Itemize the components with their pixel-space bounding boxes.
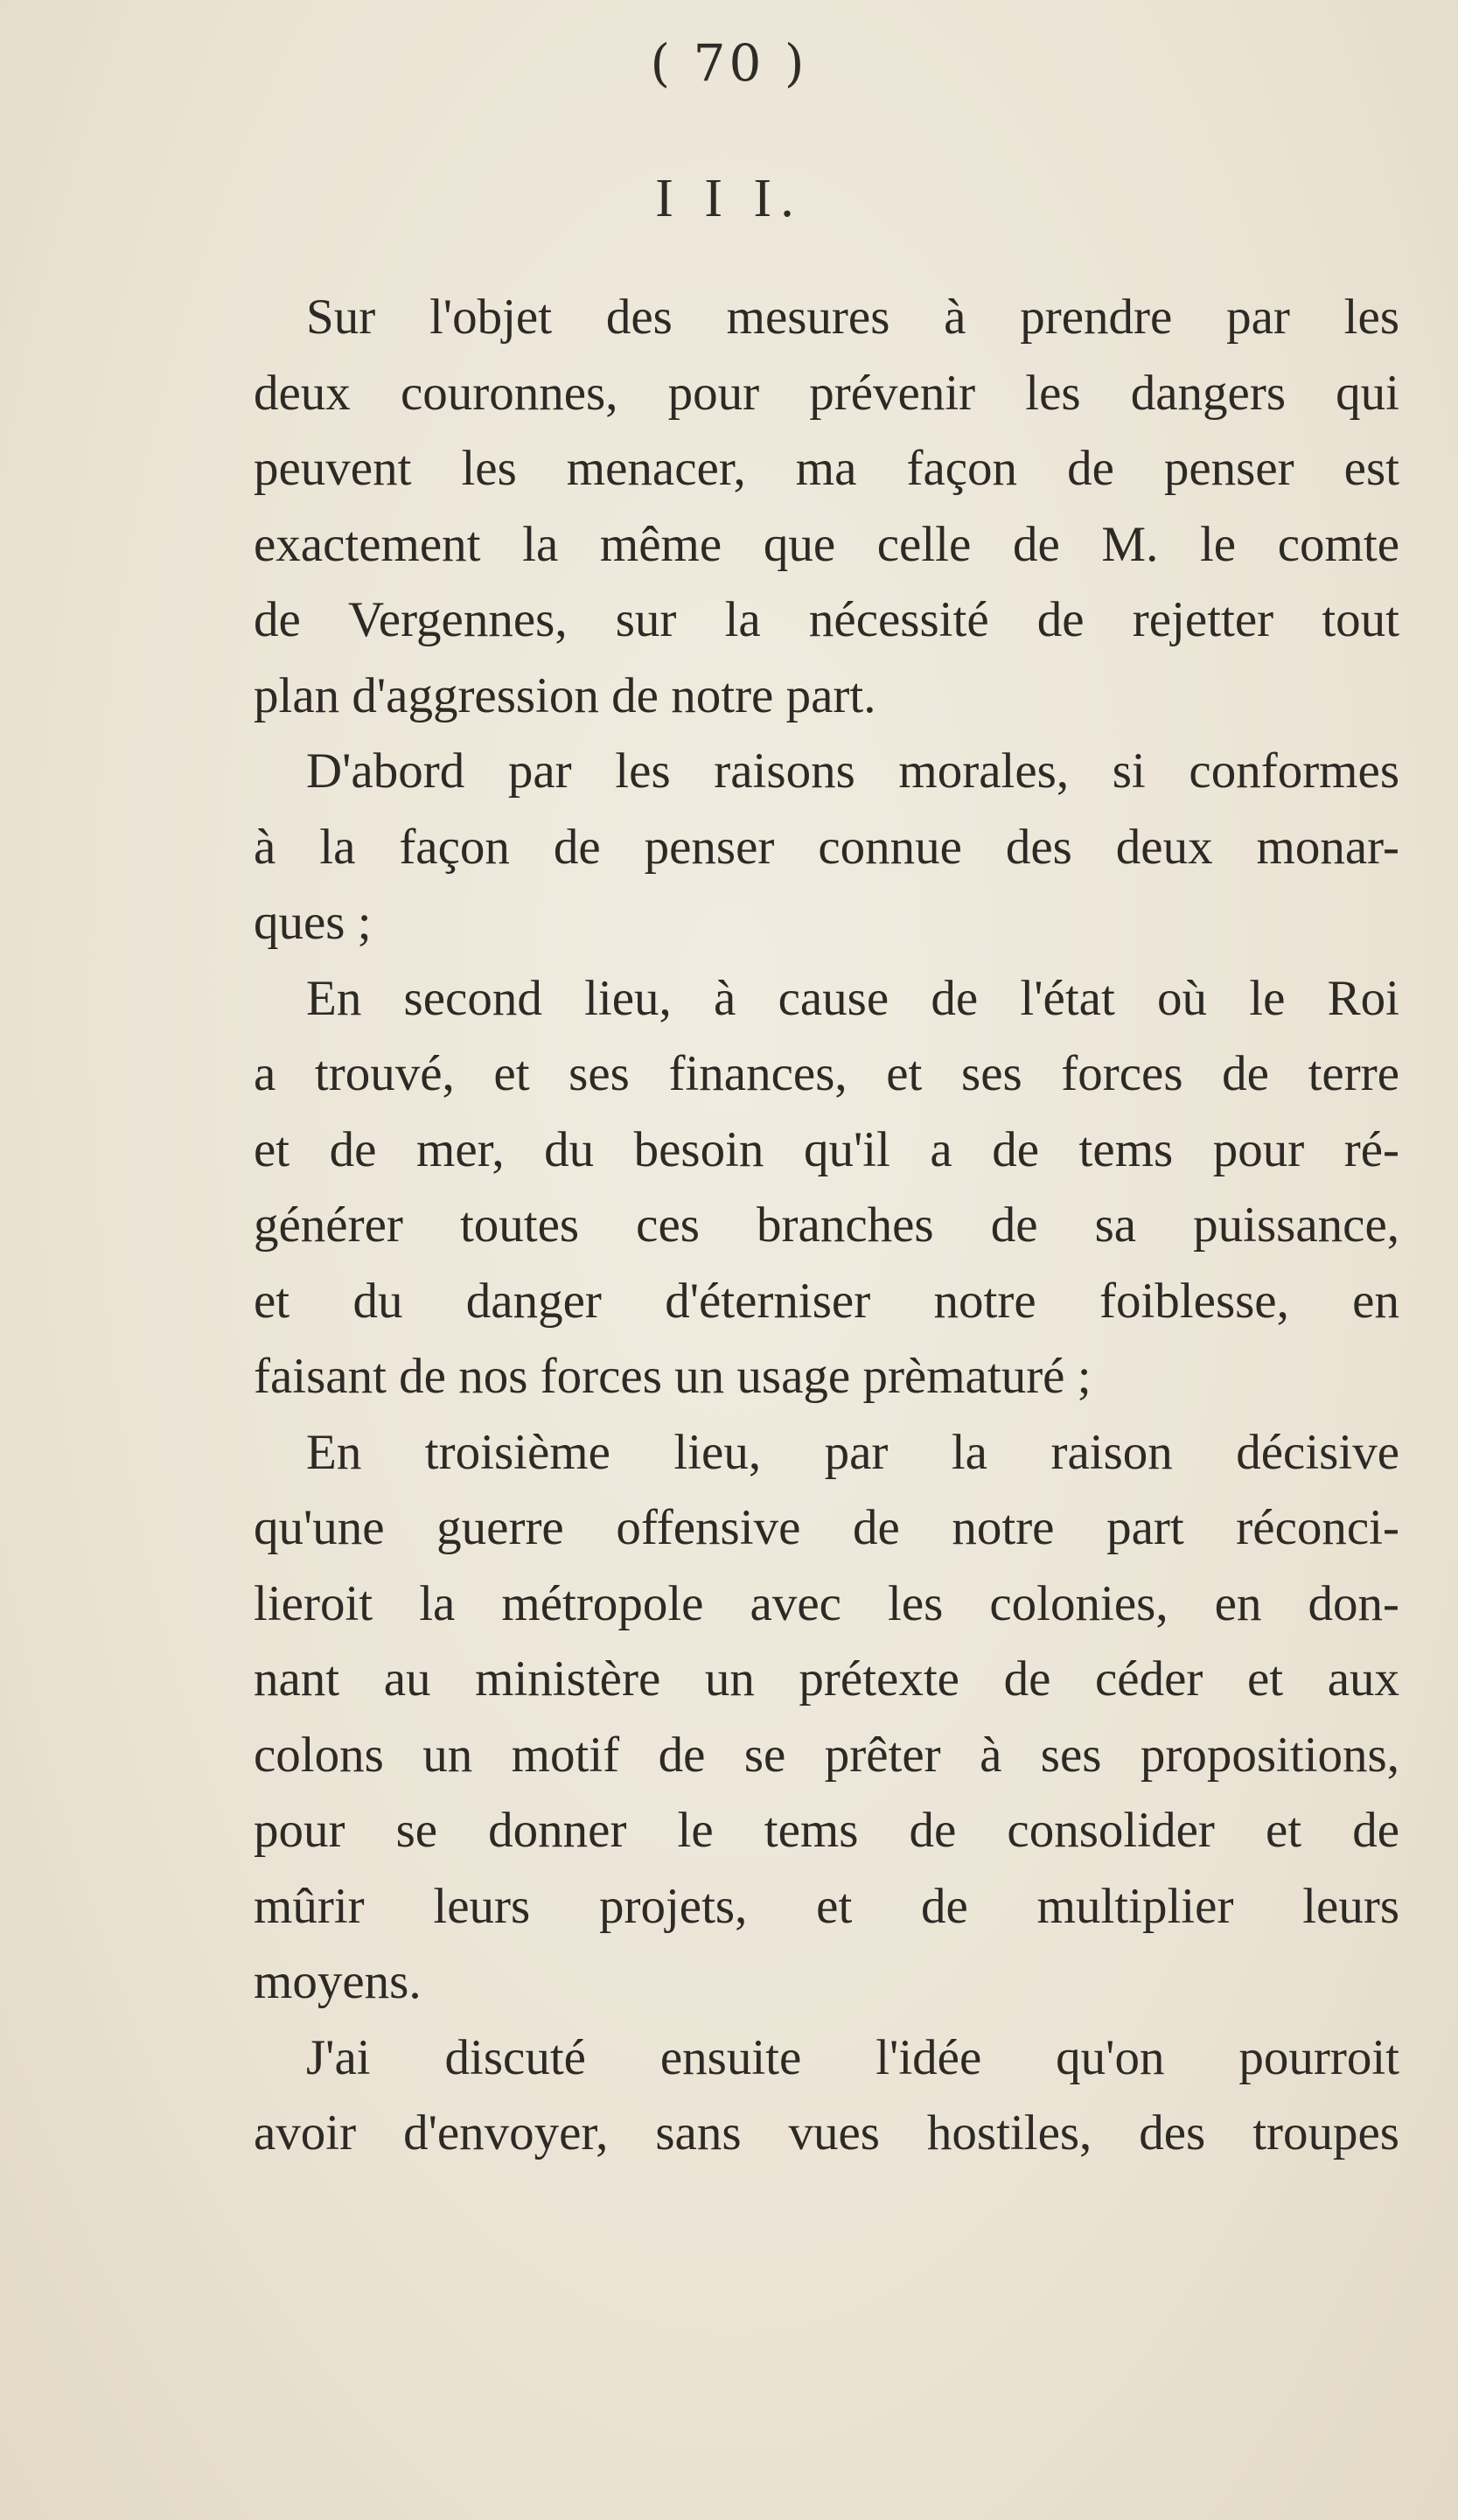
text-line: plan d'aggression de notre part. <box>254 667 876 723</box>
text-line: exactement la même que celle de M. le comte <box>254 516 1399 572</box>
text-line: ques ; <box>254 895 372 950</box>
text-line: moyens. <box>254 1954 422 2009</box>
text-line: de Vergennes, sur la nécessité de rejetter tout <box>254 592 1399 647</box>
text-line: à la façon de penser connue des deux monar- <box>254 819 1399 875</box>
text-line: et du danger d'éterniser notre foiblesse, en <box>254 1273 1399 1329</box>
text-line: lieroit la métropole avec les colonies, en don- <box>254 1575 1399 1631</box>
text-line: a trouvé, et ses finances, et ses forces de terre <box>254 1046 1399 1101</box>
paragraph-2 <box>254 734 1399 961</box>
text-line: générer toutes ces branches de sa puissance, <box>254 1197 1399 1253</box>
text-line: mûrir leurs projets, et de multiplier leurs <box>254 1878 1399 1934</box>
text-line: peuvent les menacer, ma façon de penser est <box>254 441 1399 496</box>
text-line: avoir d'envoyer, sans vues hostiles, des troupes <box>254 2105 1399 2160</box>
text-line: En troisième lieu, par la raison décisive <box>306 1424 1399 1480</box>
page-number: ( 70 ) <box>650 33 808 93</box>
paragraph-5 <box>254 2021 1399 2172</box>
text-line: Sur l'objet des mesures à prendre par les <box>306 290 1399 345</box>
body-text <box>254 280 1399 2172</box>
text-line: deux couronnes, pour prévenir les dangers qui <box>254 365 1399 421</box>
text-line: colons un motif de se prêter à ses propositions, <box>254 1727 1399 1783</box>
text-line: En second lieu, à cause de l'état où le Roi <box>306 970 1399 1026</box>
text-line: qu'une guerre offensive de notre part réconci- <box>254 1500 1399 1555</box>
text-line: pour se donner le tems de consolider et de <box>254 1803 1399 1858</box>
section-heading: I I I. <box>655 169 803 228</box>
text-line: et de mer, du besoin qu'il a de tems pour ré- <box>254 1121 1399 1177</box>
text-line: faisant de nos forces un usage prèmaturé ; <box>254 1349 1092 1404</box>
text-line: D'abord par les raisons morales, si conformes <box>306 743 1399 799</box>
text-line: J'ai discuté ensuite l'idée qu'on pourroit <box>306 2029 1399 2085</box>
paragraph-3 <box>254 961 1399 1415</box>
paragraph-1 <box>254 280 1399 734</box>
paragraph-4 <box>254 1415 1399 2021</box>
text-line: nant au ministère un prétexte de céder et aux <box>254 1651 1399 1707</box>
